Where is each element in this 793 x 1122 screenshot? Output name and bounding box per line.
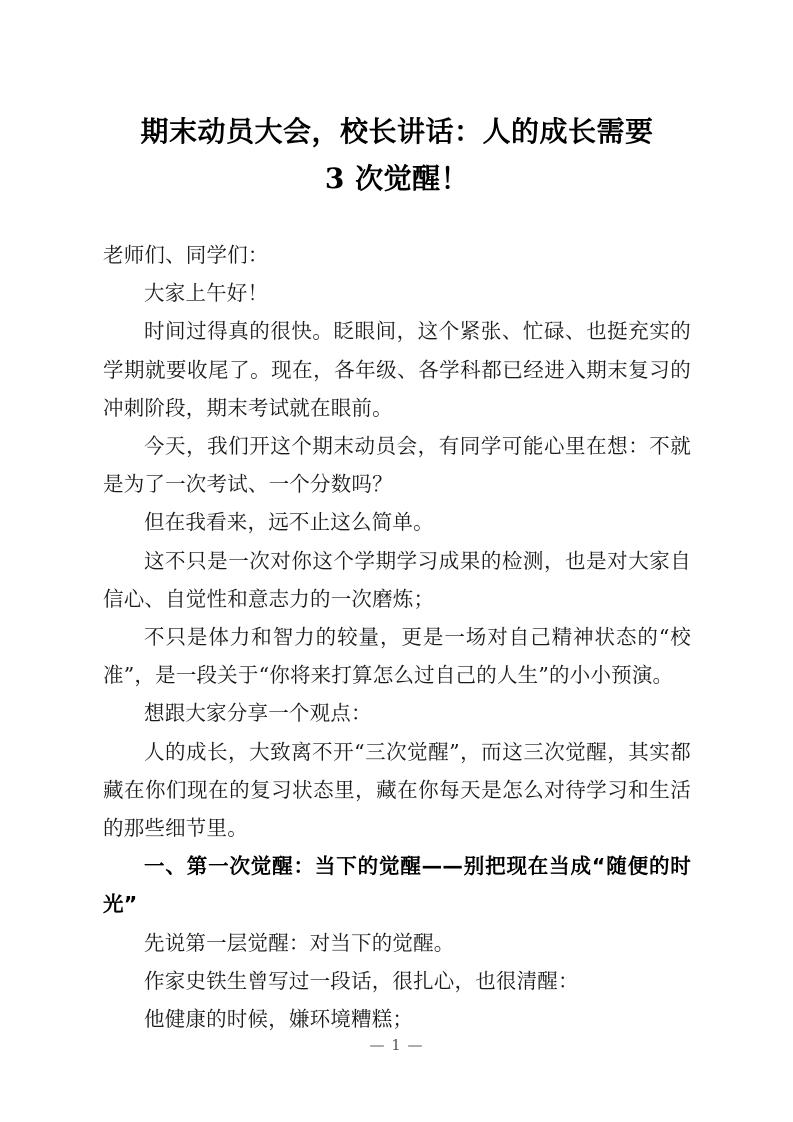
paragraph-healthy-dislike: 他健康的时候，嫌环境糟糕； xyxy=(144,1007,414,1032)
section-heading-first-awakening: 一、第一次觉醒：当下的觉醒——别把现在当成“随便的时光” xyxy=(103,854,691,917)
paragraph-three-awakenings: 人的成长，大致离不开“三次觉醒”，而这三次觉醒，其实都藏在你们现在的复习状态里，藏在你每天是怎么对待学习和生活的那些细节里。 xyxy=(103,739,691,841)
paragraph-shi-tiesheng: 作家史铁生曾写过一段话，很扎心，也很清醒： xyxy=(144,968,579,993)
paragraph-greeting: 大家上午好！ xyxy=(144,281,269,306)
paragraph-not-simple: 但在我看来，远不止这么简单。 xyxy=(144,510,434,535)
paragraph-salutation: 老师们、同学们： xyxy=(103,243,269,267)
page-content xyxy=(103,0,691,1038)
paragraph-why-meeting: 今天，我们开这个期末动员会，有同学可能心里在想：不就是为了一次考试、一个分数吗？ xyxy=(103,434,691,497)
paragraph-first-layer: 先说第一层觉醒：对当下的觉醒。 xyxy=(144,930,455,955)
paragraph-calibration: 不只是体力和智力的较量，更是一场对自己精神状态的“校准”，是一段关于“你将来打算怎么过自己的人生”的小小预演。 xyxy=(103,625,691,688)
page-number: — 1 — xyxy=(369,1036,424,1054)
page-title xyxy=(103,0,691,202)
page-title-line-2: 3 次觉醒！ xyxy=(324,162,470,195)
document-body xyxy=(103,236,691,1038)
page-title-line-1: 期末动员大会，校长讲话：人的成长需要 xyxy=(140,115,654,148)
paragraph-share-view: 想跟大家分享一个观点： xyxy=(144,701,372,726)
paragraph-more-than-test: 这不只是一次对你这个学期学习成果的检测，也是对大家自信心、自觉性和意志力的一次磨炼； xyxy=(103,548,691,611)
page-footer xyxy=(0,1036,793,1054)
paragraph-time-flies: 时间过得真的很快。眨眼间，这个紧张、忙碌、也挺充实的学期就要收尾了。现在，各年级、各学科都已经进入期末复习的冲刺阶段，期末考试就在眼前。 xyxy=(103,319,691,420)
